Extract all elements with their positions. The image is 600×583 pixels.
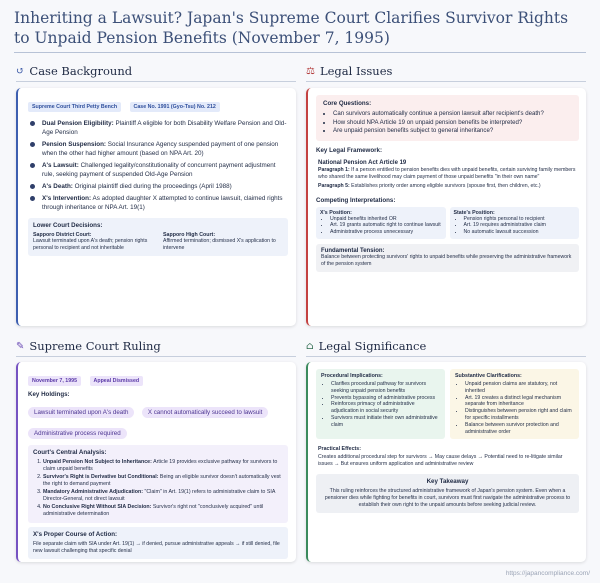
holding-pill: X cannot automatically succeed to lawsuit xyxy=(142,407,269,418)
page-title: Inheriting a Lawsuit? Japan's Supreme Court Clarifies Survivor Rights to Unpaid Pension Benefits (November 7, 1995) xyxy=(14,9,569,47)
list-item: • Art. 19 creates a distinct legal mechanism separate from inheritance xyxy=(465,395,574,409)
list-item: A's Lawsuit: Challenged legality/constitutionality of concurrent payment adjustment rule, seeking payment of suspended Old-Age Pension xyxy=(28,161,288,179)
legal-issues-heading: ⚖ Legal Issues xyxy=(306,64,393,78)
background-list xyxy=(28,119,288,212)
list-item: • Are unpaid pension benefits subject to general inheritance? xyxy=(333,127,572,136)
list-item: 4. No Conclusive Right Without SIA Decision: Survivor's right not "conclusively acquired" until administrative determination xyxy=(43,504,283,518)
list-item: • Unpaid benefits inherited OR xyxy=(330,216,442,223)
source-url: https://japancompliance.com/ xyxy=(505,570,590,577)
list-item: • Administrative process unnecessary xyxy=(330,229,442,236)
section-divider xyxy=(16,81,296,82)
ruling-heading: ✎ Supreme Court Ruling xyxy=(16,339,161,353)
history-icon: ↺ xyxy=(16,65,25,77)
implications-row xyxy=(316,369,579,439)
list-item: • How should NPA Article 19 on unpaid pension benefits be interpreted? xyxy=(333,119,572,128)
significance-card xyxy=(306,362,586,562)
case-background-heading: ↺ Case Background xyxy=(16,64,133,78)
list-item: • Reinforces primacy of administrative adjudication in social security xyxy=(331,401,440,415)
legal-issues-card: Core Questions: • Can survivors automatically continue a pension lawsuit after recipient's death? • How should NPA Article 19 on unpaid pension benefits be interpreted? • Are unpaid pension benefits subject to general inheritance? Key Legal Framework: National Pension Act Article 19 Paragraph 1: If a person entitled to pension benefits dies with unpaid benefits, certain surviving family members who shared the same livelihood may claim payment of those unpaid benefits "in their own name" Paragraph 5: Establishes priority order among eligible survivors (spouse first, then children, etc.) Competing Interpretations: X's Position: • Unpaid benefits inherited OR • Art. 19 grants automatic right to continue lawsuit • Administrative process unnecessary State's Position: • Pension rights personal to recipient • Art. 19 requires administrative claim • No automatic lawsuit succession Fundamental Tension: Balance between protecting survivors' rights to unpaid benefits while preserving the administrative framework of the pension system xyxy=(306,88,586,326)
analysis-box: Court's Central Analysis: 1. Unpaid Pension Not Subject to Inheritance: Article 19 provides exclusive pathway for survivors to claim unpaid benefits 2. Survivor's Right is Derivative but Conditional: Being an eligible survivor doesn't automatically vest the right to demand payment 3. Mandatory Administrative Adjudication: "Claim" in Art. 19(1) refers to administrative claim to SIA Director-General, not direct lawsuit 4. No Conclusive Right Without SIA Decision: Survivor's right not "conclusively acquired" until administrative determination xyxy=(28,445,288,523)
positions-row xyxy=(316,207,579,239)
list-item: • Distinguishes between pension right and claim for specific installments xyxy=(465,408,574,422)
ruling-card: November 7, 1995 Appeal Dismissed Key Holdings: Lawsuit terminated upon A's death X cannot automatically succeed to lawsuit Administrative process required Court's Central Analysis: 1. Unpaid Pension Not Subject to Inheritance: Article 19 provides exclusive pathway for survivors to claim unpaid benefits 2. Survivor's Right is Derivative but Conditional: Being an eligible survivor doesn't automatically vest the right to demand payment 3. Mandatory Administrative Adjudication: "Claim" in Art. 19(1) refers to administrative claim to SIA Director-General, not direct lawsuit 4. No Conclusive Right Without SIA Decision: Survivor's right not "conclusively acquired" until administrative determination X's Proper Course of Action: File separate claim with SIA under Art. 19(1) → if denied, pursue administrative appeals → if still denied, file new lawsuit challenging that specific denial xyxy=(16,362,296,562)
list-item: • Art. 19 grants automatic right to continue lawsuit xyxy=(330,222,442,229)
list-item: • Art. 19 requires administrative claim xyxy=(464,222,576,229)
scales-icon: ⚖ xyxy=(306,65,315,77)
court-tag: Supreme Court Third Petty Bench xyxy=(28,102,121,112)
section-divider xyxy=(306,356,586,357)
outcome-tag: Appeal Dismissed xyxy=(90,376,144,386)
case-number-tag: Case No. 1991 (Gyo-Tsu) No. 212 xyxy=(130,102,220,112)
list-item: • Survivors must initiate their own administrative claim xyxy=(331,415,440,429)
holdings-list xyxy=(28,401,288,443)
npa-block: National Pension Act Article 19 Paragraph 1: If a person entitled to pension benefits dies with unpaid benefits, certain surviving family members who shared the same livelihood may claim payment of those unpaid benefits "in their own name" Paragraph 5: Establishes priority order among eligible survivors (spouse first, then children, etc.) xyxy=(318,159,576,189)
list-item: 2. Survivor's Right is Derivative but Conditional: Being an eligible survivor doesn't automatically vest the right to demand payment xyxy=(43,474,283,488)
list-item: A's Death: Original plaintiff died during the proceedings (April 1988) xyxy=(28,182,288,191)
list-item: 3. Mandatory Administrative Adjudication: "Claim" in Art. 19(1) refers to administrative claim to SIA Director-General, not direct lawsuit xyxy=(43,489,283,503)
list-item: • Unpaid pension claims are statutory, not inherited xyxy=(465,381,574,395)
procedural-box: Procedural Implications: • Clarifies procedural pathway for survivors seeking unpaid pension benefits • Prevents bypassing of administrative process • Reinforces primacy of administrative adjudication in social security • Survivors must initiate their own administrative claim xyxy=(316,369,445,439)
case-background-card xyxy=(16,88,296,326)
list-item: 1. Unpaid Pension Not Subject to Inheritance: Article 19 provides exclusive pathway for survivors to claim unpaid benefits xyxy=(43,459,283,473)
list-item: X's Intervention: As adopted daughter X attempted to continue lawsuit, claimed rights through inheritance or NPA Art. 19(1) xyxy=(28,194,288,212)
list-item: • Clarifies procedural pathway for survivors seeking unpaid pension benefits xyxy=(331,381,440,395)
state-position-box: State's Position: • Pension rights personal to recipient • Art. 19 requires administrative claim • No automatic lawsuit succession xyxy=(450,207,580,239)
list-item: Pension Suspension: Social Insurance Agency suspended payment of one pension when the other had higher amount (based on NPA Art. 20) xyxy=(28,140,288,158)
list-item: • Balance between survivor protection and administrative order xyxy=(465,422,574,436)
core-questions-box: Core Questions: • Can survivors automatically continue a pension lawsuit after recipient's death? • How should NPA Article 19 on unpaid pension benefits be interpreted? • Are unpaid pension benefits subject to general inheritance? xyxy=(316,95,579,141)
list-item: Dual Pension Eligibility: Plaintiff A eligible for both Disability Welfare Pension and Old-Age Pension xyxy=(28,119,288,137)
holding-pill: Administrative process required xyxy=(28,428,127,439)
effects-block: Practical Effects: Creates additional procedural step for survivors → May cause delays → Potential need to re-litigate similar issues → But ensures uniform application and administrative review xyxy=(318,446,563,468)
date-tag: November 7, 1995 xyxy=(28,376,81,386)
list-item: • No automatic lawsuit succession xyxy=(464,229,576,236)
takeaway-box: Key Takeaway This ruling reinforces the structured administrative framework of Japan's pension system. Even when a pensioner dies while fighting for benefits in court, survivors must first navigate the administrative process to establish their own right to the unpaid amounts before seeking judicial review. xyxy=(316,474,579,513)
section-divider xyxy=(16,356,296,357)
lower-court-box: Lower Court Decisions: Sapporo District Court: Lawsuit terminated upon A's death; pension rights personal to recipient and not inheritable Sapporo High Court: Affirmed termination; dismissed X's application to intervene xyxy=(28,218,288,256)
section-divider xyxy=(306,81,586,82)
list-item: • Pension rights personal to recipient xyxy=(464,216,576,223)
gavel-icon: ✎ xyxy=(16,340,25,352)
list-item: • Prevents bypassing of administrative process xyxy=(331,395,440,402)
holding-pill: Lawsuit terminated upon A's death xyxy=(28,407,134,418)
course-box: X's Proper Course of Action: File separate claim with SIA under Art. 19(1) → if denied, pursue administrative appeals → if still denied, file new lawsuit challenging that specific denial xyxy=(28,527,288,559)
tension-box: Fundamental Tension: Balance between protecting survivors' rights to unpaid benefits while preserving the administrative framework of the pension system xyxy=(316,244,579,272)
substantive-box: Substantive Clarifications: • Unpaid pension claims are statutory, not inherited • Art. 19 creates a distinct legal mechanism separate from inheritance • Distinguishes between pension right and claim for specific installments • Balance between survivor protection and administrative order xyxy=(450,369,579,439)
title-divider xyxy=(14,52,586,53)
list-item: • Can survivors automatically continue a pension lawsuit after recipient's death? xyxy=(333,110,572,119)
x-position-box: X's Position: • Unpaid benefits inherited OR • Art. 19 grants automatic right to continue lawsuit • Administrative process unnecessary xyxy=(316,207,446,239)
significance-heading: ⌂ Legal Significance xyxy=(306,339,427,353)
institution-icon: ⌂ xyxy=(306,340,314,352)
